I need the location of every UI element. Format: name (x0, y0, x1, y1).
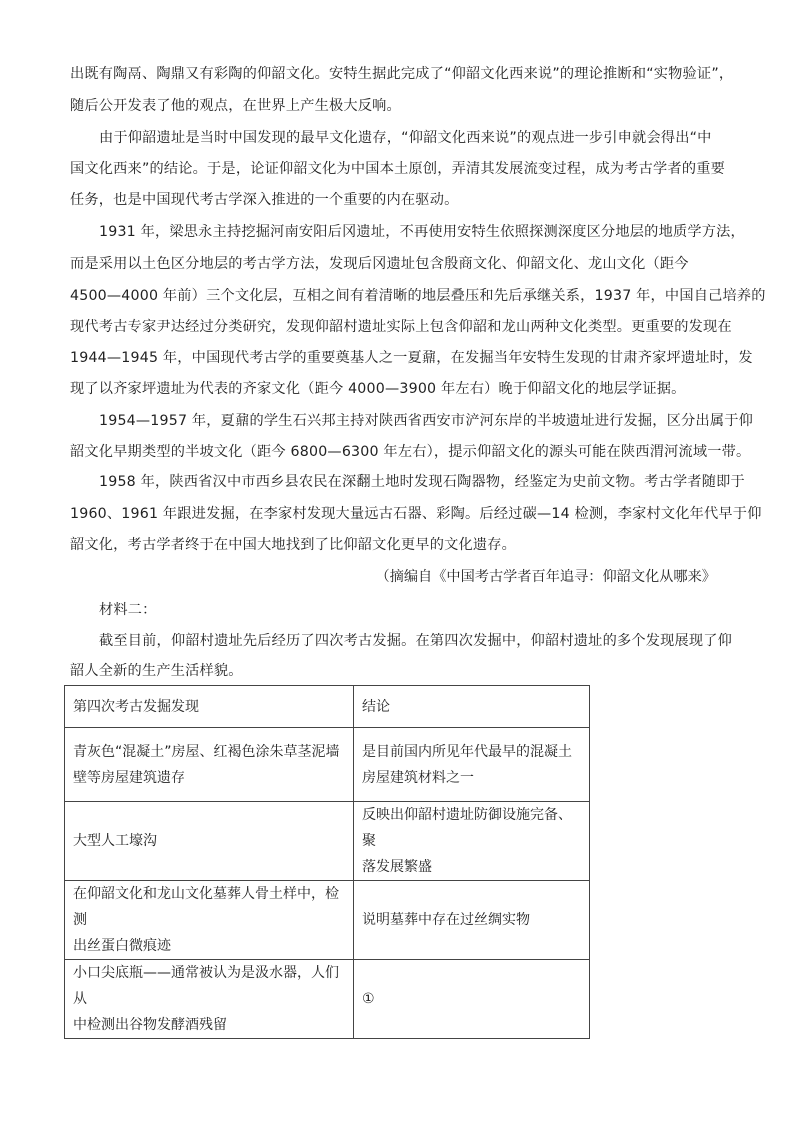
paragraph-line: 1931 年，梁思永主持挖掘河南安阳后冈遗址，不再使用安特生依照探测深度区分地层的地质学方法， (99, 224, 745, 240)
paragraph-line: 韶文化早期类型的半坡文化（距今 6800—6300 年左右），提示仰韶文化的源头可能在陕西渭河流域一带。 (70, 444, 751, 460)
table-cell-conclusion: ① (354, 960, 590, 1039)
paragraph-line: 而是采用以土色区分地层的考古学方法，发现后冈遗址包含殷商文化、仰韶文化、龙山文化（距今 (70, 256, 689, 272)
table-row (65, 881, 590, 960)
paragraph-line: 1958 年，陕西省汉中市西乡县农民在深翻土地时发现石陶器物，经鉴定为史前文物。考古学者随即于 (99, 474, 745, 490)
paragraph-line: 国文化西来”的结论。于是，论证仰韶文化为中国本土原创，弄清其发展流变过程，成为考古学者的重要 (70, 161, 725, 177)
table-cell-conclusion: 反映出仰韶村遗址防御设施完备、聚 落发展繁盛 (354, 802, 590, 881)
table-cell-finding: 青灰色“混凝土”房屋、红褐色涂朱草茎泥墙 壁等房屋建筑遗存 (65, 728, 354, 802)
table-row (65, 728, 590, 802)
paragraph-line: 随后公开发表了他的观点，在世界上产生极大反响。 (70, 98, 401, 114)
source-citation: （摘编自《中国考古学者百年追寻：仰韶文化从哪来》 (375, 569, 716, 585)
paragraph-line: 1960、1961 年跟进发掘，在李家村发现大量远古石器、彩陶。后经过碳—14 检测，李家村文化年代早于仰 (70, 506, 762, 522)
table-cell-conclusion: 是目前国内所见年代最早的混凝土 房屋建筑材料之一 (354, 728, 590, 802)
paragraph-line: 韶人全新的生产生活样貌。 (70, 663, 243, 679)
paragraph-line: 4500—4000 年前）三个文化层，互相之间有着清晰的地层叠压和先后承继关系，1937 年，中国自己培养的 (70, 288, 766, 304)
paragraph-line: 韶文化，考古学者终于在中国大地找到了比仰韶文化更早的文化遗存。 (70, 537, 517, 553)
table-cell-finding: 大型人工壕沟 (65, 802, 354, 881)
paragraph-line: 现代考古专家尹达经过分类研究，发现仰韶村遗址实际上包含仰韶和龙山两种文化类型。更重要的发现在 (70, 319, 732, 335)
paragraph-line: 由于仰韶遗址是当时中国发现的最早文化遗存，“仰韶文化西来说”的观点进一步引申就会得出“中 (99, 130, 712, 146)
paragraph-line: 1944—1945 年，中国现代考古学的重要奠基人之一夏鼐，在发掘当年安特生发现的甘肃齐家坪遗址时，发 (70, 350, 753, 366)
table-header-cell: 结论 (354, 686, 590, 728)
findings-table (64, 685, 590, 1039)
table-row (65, 802, 590, 881)
table-cell-finding: 小口尖底瓶——通常被认为是汲水器，人们从 中检测出谷物发酵酒残留 (65, 960, 354, 1039)
material-heading: 材料二： (99, 602, 157, 618)
paragraph-line: 任务，也是中国现代考古学深入推进的一个重要的内在驱动。 (70, 192, 459, 208)
table-header-row (65, 686, 590, 728)
paragraph-line: 截至目前，仰韶村遗址先后经历了四次考古发掘。在第四次发掘中，仰韶村遗址的多个发现展现了仰 (99, 633, 733, 649)
paragraph-line: 1954—1957 年，夏鼐的学生石兴邦主持对陕西省西安市浐河东岸的半坡遗址进行发掘，区分出属于仰 (99, 413, 754, 429)
paragraph-line: 现了以齐家坪遗址为代表的齐家文化（距今 4000—3900 年左右）晚于仰韶文化的地层学证据。 (70, 381, 686, 397)
table-row (65, 960, 590, 1039)
paragraph-line: 出既有陶鬲、陶鼎又有彩陶的仰韶文化。安特生据此完成了“仰韶文化西来说”的理论推断和“实物验证”， (70, 66, 734, 82)
table-header-cell: 第四次考古发掘发现 (65, 686, 354, 728)
table-cell-finding: 在仰韶文化和龙山文化墓葬人骨土样中，检测 出丝蛋白微痕迹 (65, 881, 354, 960)
table-cell-conclusion: 说明墓葬中存在过丝绸实物 (354, 881, 590, 960)
